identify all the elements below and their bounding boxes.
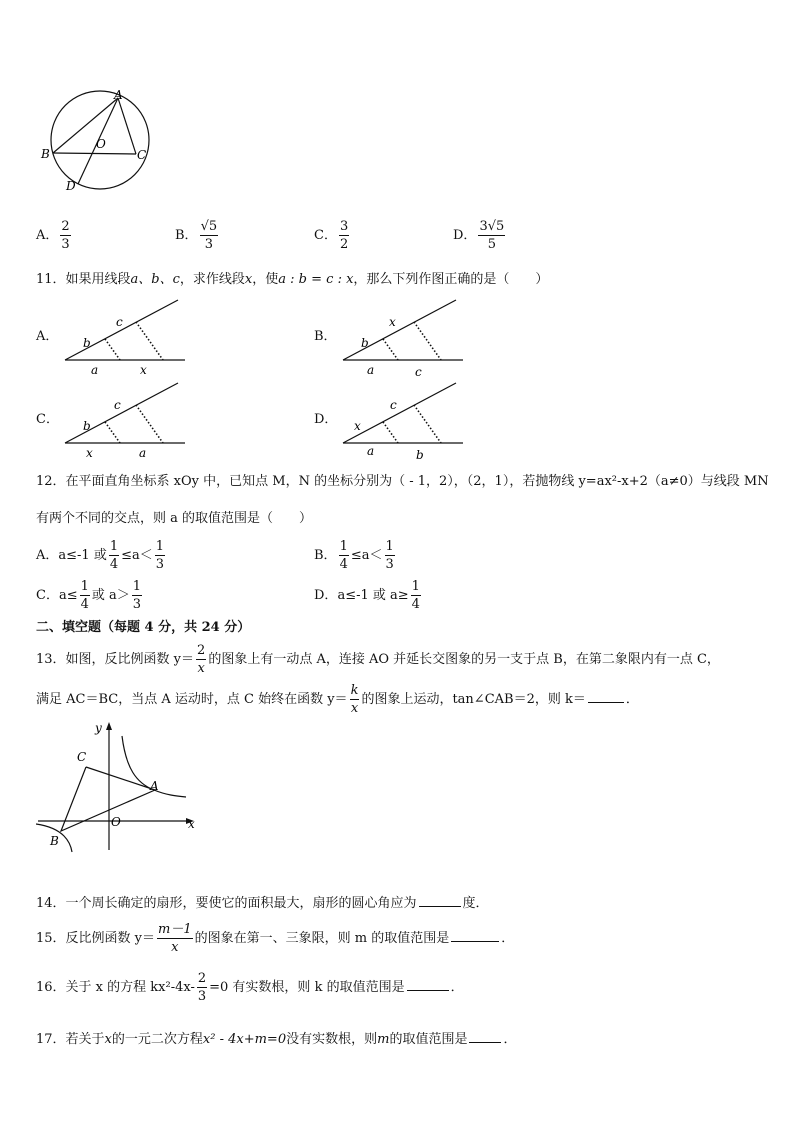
q12-option-d: D．a≤-1 或 a≥ $\frac{1}{4}$ xyxy=(314,579,420,612)
q10-option-b: B． $\frac{√5}{3}$ xyxy=(175,219,218,252)
q11-diagram-c xyxy=(60,378,190,460)
q13-figure xyxy=(36,718,206,853)
q11-diagram-b xyxy=(338,295,468,377)
circle-figure xyxy=(36,88,166,196)
seg-label: a xyxy=(367,444,375,458)
q12-line1: 12．在平面直角坐标系 xOy 中，已知点 M，N 的坐标分别为（ - 1，2），（2，1），若抛物线 y=ax²-x+2（a≠0）与线段 MN xyxy=(36,474,769,489)
y-axis-arrow xyxy=(106,722,112,730)
q12-option-a: A．a≤-1 或 $\frac{1}{4}$ ≤a＜ $\frac{1}{3}$ xyxy=(36,539,165,572)
label-a: A xyxy=(114,88,123,102)
dotted-line xyxy=(414,405,441,443)
label-o: O xyxy=(111,815,121,829)
label-x: x xyxy=(188,817,195,831)
q11-diagram-a xyxy=(60,295,190,377)
seg-label: x xyxy=(389,315,396,329)
q17: 17．若关于x的一元二次方程x² - 4x+m=0没有实数根，则m的取值范围是 ． xyxy=(36,1032,517,1047)
q11-stem: 11．如果用线段a、b、c，求作线段x，使a : b = c : x，那么下列作图正确的是（ ） xyxy=(36,272,549,287)
seg-label: b xyxy=(361,336,369,350)
seg-label: x xyxy=(140,363,147,377)
seg-label: c xyxy=(390,398,397,412)
seg-label: a xyxy=(139,446,147,460)
q11-diagram-d xyxy=(338,378,468,460)
label-y: y xyxy=(95,721,102,735)
dotted-line xyxy=(105,339,120,360)
answer-blank[interactable] xyxy=(407,989,449,991)
label-c: C xyxy=(137,148,147,162)
answer-blank[interactable] xyxy=(469,1041,501,1043)
label-b: B xyxy=(50,834,59,848)
q10-option-d: D． $\frac{3√5}{5}$ xyxy=(453,219,505,252)
q11-option-d-label: D． xyxy=(314,412,338,427)
ray-line xyxy=(65,300,178,360)
q12-line2: 有两个不同的交点，则 a 的取值范围是（ ） xyxy=(36,511,313,526)
q16: 16．关于 x 的方程 kx²-4x- $\frac{2}{3}$ =0 有实数根，则 k 的取值范围是 ． xyxy=(36,971,464,1004)
q12-option-c: C．a≤ $\frac{1}{4}$ 或 a＞ $\frac{1}{3}$ xyxy=(36,579,142,612)
dotted-line xyxy=(136,322,163,360)
chord-ba xyxy=(53,98,118,153)
q13-line2: 满足 AC＝BC，当点 A 运动时，点 C 始终在函数 y＝ $\frac{k}{x}$ 的图象上运动，tan∠CAB＝2，则 k＝ ． xyxy=(36,683,639,716)
ray-line xyxy=(343,300,456,360)
q11-option-b-label: B． xyxy=(314,329,337,344)
answer-blank[interactable] xyxy=(451,940,499,942)
dotted-line xyxy=(383,339,398,360)
q10-option-a: A． $\frac{2}{3}$ xyxy=(36,219,70,252)
label-b: B xyxy=(41,147,50,161)
seg-label: x xyxy=(354,419,361,433)
section-heading: 二、填空题（每题 4 分，共 24 分） xyxy=(36,620,251,635)
q12-option-b: B． $\frac{1}{4}$ ≤a＜ $\frac{1}{3}$ xyxy=(314,539,394,572)
seg-label: c xyxy=(114,398,121,412)
q11-option-a-label: A． xyxy=(36,329,59,344)
chord-bc xyxy=(53,153,136,154)
chord-ac xyxy=(118,98,136,154)
seg-label: b xyxy=(416,448,424,460)
seg-label: a xyxy=(367,363,375,377)
seg-label: x xyxy=(86,446,93,460)
dotted-line xyxy=(136,405,163,443)
seg-label: a xyxy=(91,363,99,377)
q13-line1: 13．如图，反比例函数 y＝ $\frac{2}{x}$ 的图象上有一动点 A，连接 AO 并延长交图象的另一支于点 B，在第二象限内有一点 C， xyxy=(36,643,720,676)
label-o: O xyxy=(96,137,106,151)
answer-blank[interactable] xyxy=(588,701,624,703)
q10-option-c: C． $\frac{3}{2}$ xyxy=(314,219,349,252)
dotted-line xyxy=(414,322,441,360)
dotted-line xyxy=(383,422,398,443)
label-c: C xyxy=(77,750,87,764)
q15: 15．反比例函数 y＝ $\frac{m-1}{x}$ 的图象在第一、三象限，则 m 的取值范围是 ． xyxy=(36,922,515,955)
label-d: D xyxy=(66,179,76,193)
seg-label: c xyxy=(116,315,123,329)
answer-blank[interactable] xyxy=(419,905,461,907)
seg-label: b xyxy=(83,336,91,350)
seg-label: b xyxy=(83,419,91,433)
seg-label: c xyxy=(415,365,422,377)
dotted-line xyxy=(105,422,120,443)
q14: 14．一个周长确定的扇形，要使它的面积最大，扇形的圆心角应为 度． xyxy=(36,896,489,911)
ray-line xyxy=(343,383,456,443)
ray-line xyxy=(65,383,178,443)
q11-option-c-label: C． xyxy=(36,412,59,427)
label-a: A xyxy=(150,779,159,793)
